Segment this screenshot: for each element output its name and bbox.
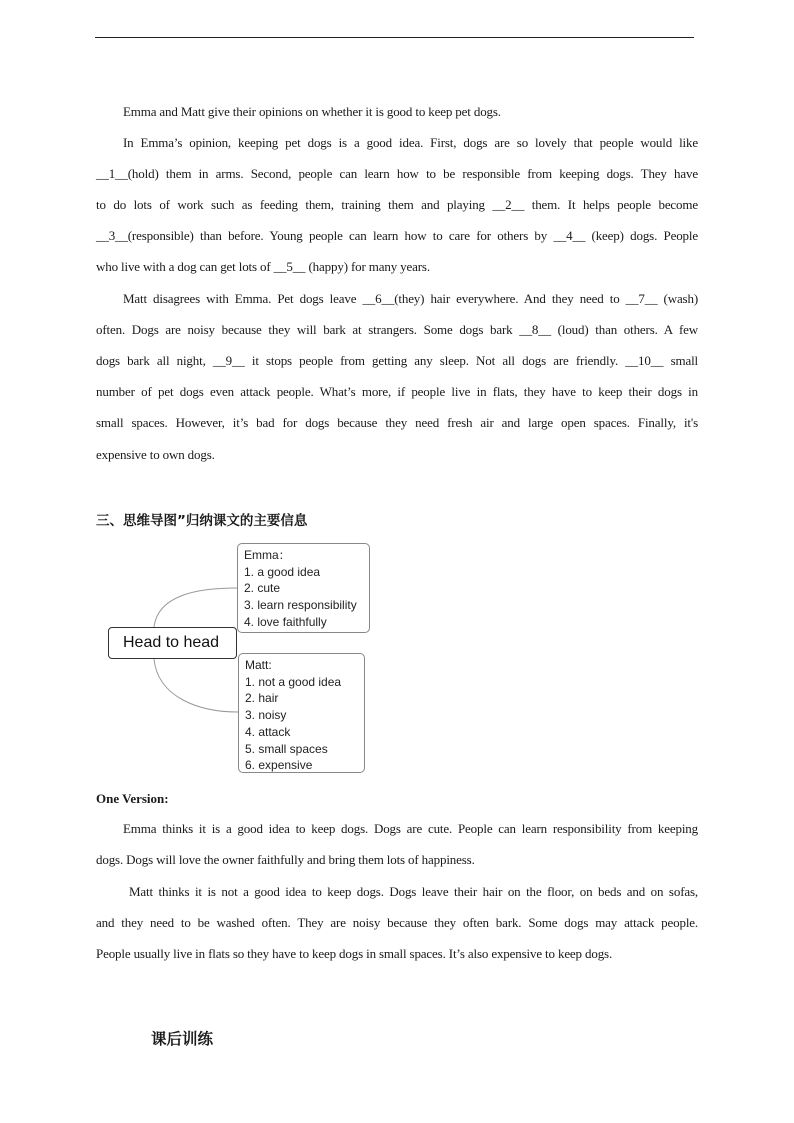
- matt-node-title: Matt:: [245, 658, 272, 672]
- matt-item-4: 4. attack: [245, 724, 291, 739]
- matt-line-1: Matt disagrees with Emma. Pet dogs leave __6__(they) hair everywhere. And they need to __7__ (wash): [123, 291, 698, 306]
- emma-item-2: 2. cute: [244, 581, 281, 596]
- emma-item-4: 4. love faithfully: [244, 614, 327, 629]
- emma-item-1: 1. a good idea: [244, 564, 321, 579]
- matt-item-5: 5. small spaces: [245, 741, 328, 756]
- matt-line-2: often. Dogs are noisy because they will bark at strangers. Some dogs bark __8__ (loud) than others. A few: [96, 322, 698, 337]
- emma-line-5: who live with a dog can get lots of __5__ (happy) for many years.: [96, 259, 430, 274]
- emma-line-4: __3__(responsible) than before. Young people can learn how to care for others by __4__ (keep) dogs. People: [96, 228, 698, 243]
- emma-line-3: to do lots of work such as feeding them, training them and playing __2__ them. It helps people become: [96, 197, 698, 212]
- version-emma-line-1: Emma thinks it is a good idea to keep dogs. Dogs are cute. People can learn responsibility from keeping: [123, 821, 698, 836]
- matt-item-1: 1. not a good idea: [245, 674, 342, 689]
- emma-node: [237, 543, 370, 633]
- version-matt-line-1: Matt thinks it is not a good idea to keep dogs. Dogs leave their hair on the floor, on beds and on sofas,: [129, 884, 698, 899]
- center-node: Head to head: [108, 627, 237, 659]
- emma-item-3: 3. learn responsibility: [244, 598, 357, 613]
- version-matt-line-3: People usually live in flats so they have to keep dogs in small spaces. It’s also expensive to keep dogs.: [96, 946, 613, 961]
- matt-line-3: dogs bark all night, __9__ it stops people from getting any sleep. Not all dogs are friendly. __10__ small: [96, 353, 698, 368]
- matt-item-2: 2. hair: [245, 691, 279, 706]
- connector-matt: [154, 659, 238, 712]
- matt-line-5: small spaces. However, it’s bad for dogs because they need fresh air and large open spaces. Finally, it's: [96, 415, 698, 430]
- passage-intro: Emma and Matt give their opinions on whether it is good to keep pet dogs.: [123, 104, 501, 119]
- header-rule: [95, 37, 694, 38]
- homework-title: 课后训练: [151, 1030, 214, 1048]
- section-3-title: 三、思维导图”归纳课文的主要信息: [96, 513, 308, 529]
- emma-line-1: In Emma’s opinion, keeping pet dogs is a good idea. First, dogs are so lovely that people would like: [123, 135, 698, 150]
- matt-line-4: number of pet dogs even attack people. What’s more, if people live in flats, they have to keep their dogs in: [96, 384, 698, 399]
- version-matt-line-2: and they need to be washed often. They are noisy because they often bark. Some dogs may attack people.: [96, 915, 698, 930]
- one-version-label: One Version:: [96, 791, 169, 806]
- version-emma-line-2: dogs. Dogs will love the owner faithfully and bring them lots of happiness.: [96, 852, 475, 867]
- mind-map: [100, 536, 380, 776]
- matt-line-6: expensive to own dogs.: [96, 447, 215, 462]
- matt-item-6: 6. expensive: [245, 758, 313, 773]
- matt-node: [238, 653, 365, 773]
- emma-node-title: Emma：: [244, 548, 291, 562]
- emma-line-2: __1__(hold) them in arms. Second, people can learn how to be responsible from keeping dogs. They have: [96, 166, 698, 181]
- connector-emma: [154, 588, 237, 627]
- matt-item-3: 3. noisy: [245, 708, 287, 723]
